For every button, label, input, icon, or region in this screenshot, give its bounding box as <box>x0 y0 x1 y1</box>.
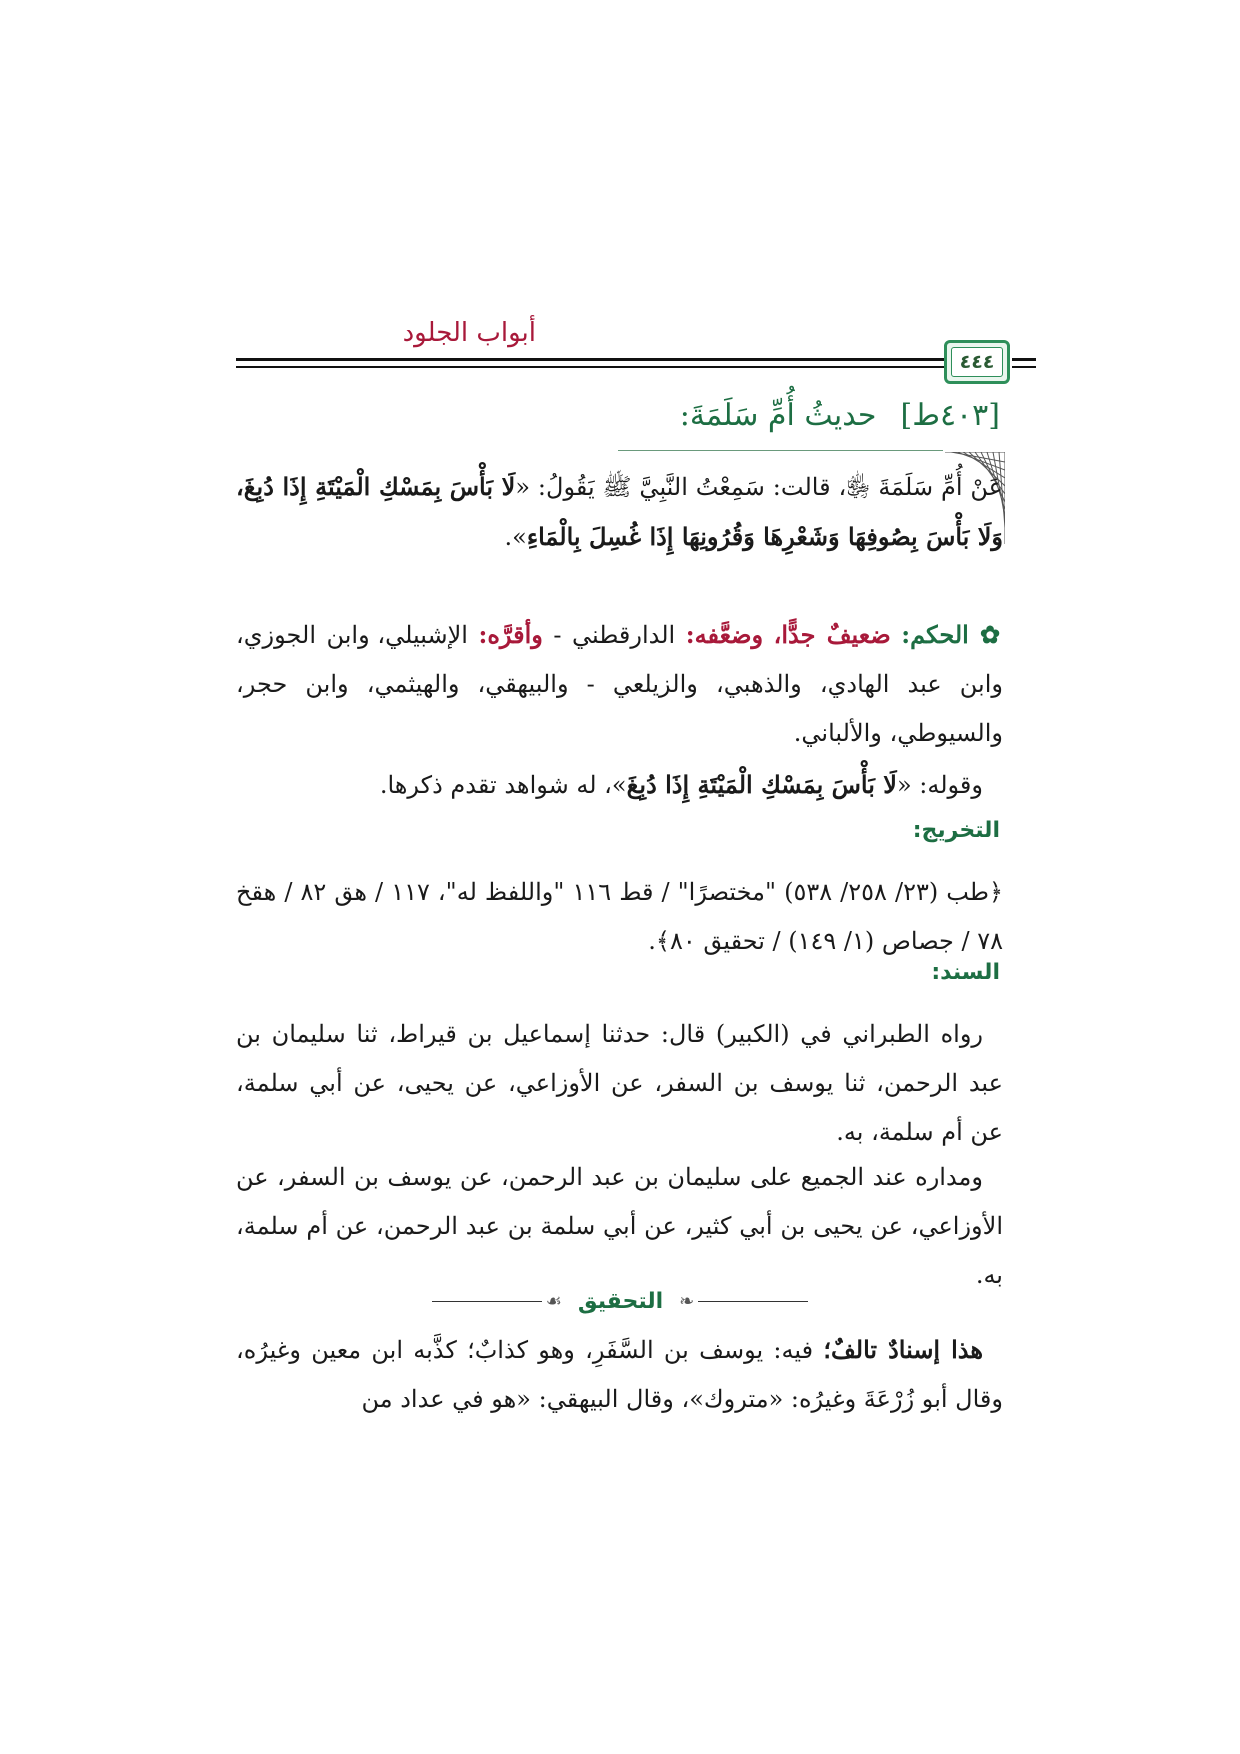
hadith-title: حديثُ أُمِّ سَلَمَةَ: <box>679 398 877 433</box>
header-rule-top <box>236 358 991 361</box>
sanad-paragraph-1 <box>236 1010 1003 1157</box>
tahqiq-paragraph <box>236 1325 1003 1424</box>
page-number: ٤٤٤ <box>951 347 1003 377</box>
sanad-title: السند: <box>931 960 1000 985</box>
header-rule-right-bottom <box>1012 366 1036 368</box>
weakened-by-label: وضعَّفه: <box>685 620 764 649</box>
flower-ornament-icon: ✿ <box>968 620 1003 649</box>
tahqiq-text: فيه: يوسف بن السَّفَرِ، وهو كذابٌ؛ كذَّبه ابن معين وغيرُه، وقال أبو زُرْعَةَ وغيرُه: «متروك»، وقال البيهقي: «هو في عداد من <box>236 1336 1003 1413</box>
divider-ornament-icon: ☙ <box>545 1290 562 1312</box>
divider-line-left <box>432 1301 542 1302</box>
heading-underline <box>618 450 943 451</box>
qawl-suffix: »، له شواهد تقدم ذكرها. <box>379 771 627 799</box>
divider-ornament-icon: ❧ <box>679 1290 695 1312</box>
page-number-badge <box>944 340 1010 384</box>
hadith-heading <box>620 398 1000 433</box>
hadith-intro: عَنْ أُمِّ سَلَمَةَ ﵂، قالت: سَمِعْتُ النَّبِيَّ ﷺ يَقُولُ: « <box>515 473 1004 501</box>
affirmed-label: وأقرَّه: <box>478 620 543 649</box>
sanad-paragraph-2 <box>236 1153 1003 1300</box>
hadith-text <box>236 462 1003 562</box>
hukm-grade: ضعيفٌ جدًّا، <box>773 620 891 649</box>
header-rule-bottom <box>236 366 991 368</box>
divider-line-right <box>698 1301 808 1302</box>
hadith-end: ». <box>504 523 527 551</box>
running-title: أبواب الجلود <box>402 318 536 348</box>
hadith-matn: لَا بَأْسَ بِمَسْكِ الْمَيْتَةِ إِذَا دُبِغَ، وَلَا بَأْسَ بِصُوفِهَا وَشَعْرِهَا وَقُرُونِهَا إِذَا غُسِلَ بِالْمَاءِ <box>236 472 1003 551</box>
tahqiq-title: التحقيق <box>577 1288 664 1314</box>
tahqiq-divider <box>380 1286 860 1316</box>
qawl-bold: لَا بَأْسَ بِمَسْكِ الْمَيْتَةِ إِذَا دُبِغَ <box>626 770 897 799</box>
sanad-text-2: ومداره عند الجميع على سليمان بن عبد الرحمن، عن يوسف بن السفر، عن الأوزاعي، عن يحيى بن أبي كثير، عن أبي سلمة بن عبد الرحمن، عن أم سلمة، به. <box>236 1163 1003 1289</box>
hadith-number: [٤٠٣ط] <box>900 398 1000 433</box>
qawl-paragraph <box>236 760 1003 810</box>
takhrij-text <box>236 868 1003 966</box>
hukm-paragraph <box>236 610 1003 758</box>
sanad-text-1: رواه الطبراني في (الكبير) قال: حدثنا إسماعيل بن قيراط، ثنا سليمان بن عبد الرحمن، ثنا يوسف بن السفر، عن الأوزاعي، عن يحيى، عن أبي سلمة، عن أم سلمة، به. <box>236 1020 1003 1146</box>
takhrij-title: التخريج: <box>912 818 1000 843</box>
qawl-prefix: وقوله: « <box>896 771 983 799</box>
header-rule-right-top <box>1012 358 1036 361</box>
hukm-label: الحكم: <box>901 620 969 649</box>
weakened-by: الدارقطني - <box>553 621 676 649</box>
takhrij-body: ﴿طب (٢٣/ ٢٥٨/ ٥٣٨) "مختصرًا" / قط ١١٦ "واللفظ له"، ١١٧ / هق ٨٢ / هقخ ٧٨ / جصاص (١/ ١٤٩) / تحقيق ٨٠﴾. <box>236 878 1004 955</box>
affirmed-by: الإشبيلي، وابن الجوزي، وابن عبد الهادي، والذهبي، والزيلعي - والبيهقي، والهيثمي، وابن حجر، والسيوطي، والألباني. <box>236 621 1003 747</box>
tahqiq-bold: هذا إسنادٌ تالفٌ؛ <box>823 1335 984 1364</box>
